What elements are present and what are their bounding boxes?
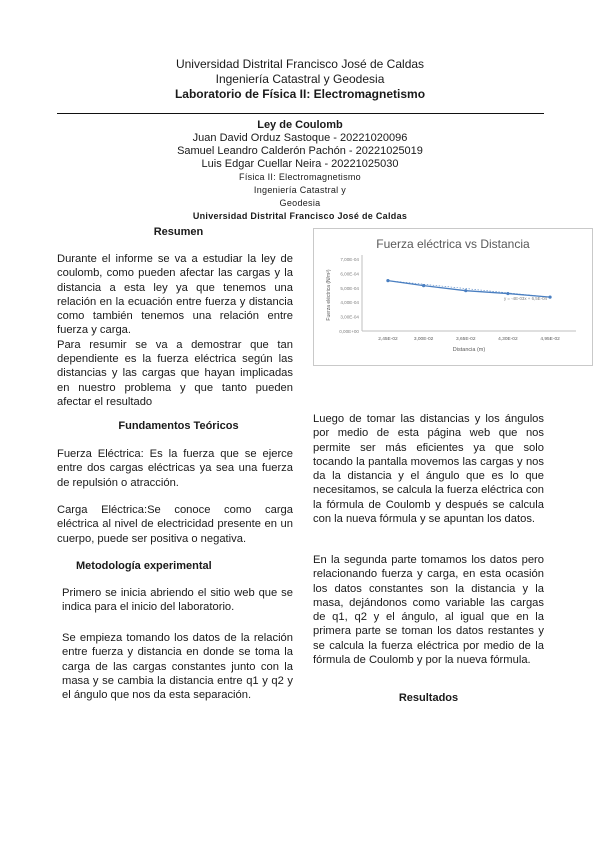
y-tick-label: 0,00E+00 xyxy=(339,329,359,334)
data-point xyxy=(506,292,509,295)
meta-university: Universidad Distrital Francisco José de Caldas xyxy=(192,211,408,221)
author-2: Samuel Leandro Calderón Pachón - 20221025019 xyxy=(177,145,423,157)
metodologia-paragraph-2: Se empieza tomando los datos de la relación entre fuerza y distancia en donde se toma la carga de las cargas constantes junto con la masa y se cambia la distancia entre q1 y q2 y el ángulo que nos da esta separación. xyxy=(62,632,293,702)
y-tick-label: 4,00E-04 xyxy=(340,300,359,306)
data-point xyxy=(386,279,389,282)
header-program: Ingeniería Catastral y Geodesia xyxy=(215,72,385,86)
program-line-1: Ingeniería Catastral y xyxy=(253,185,347,195)
resumen-paragraph-2: Para resumir se va a demostrar que tan dependiente es la fuerza eléctrica según las distancias y las cargas que hayan implicadas en nuestro problema y que tanto pueden afectar el resultado xyxy=(57,338,293,408)
right-paragraph-2: En la segunda parte tomamos los datos pero relacionando fuerza y carga, en esta ocasión los datos constantes son la distancia y la masa, dejándonos como variable las cargas de q1, q2 y el ángulo, al igual que en la primera parte se toman los datos restantes y se calcula la fuerza eléctrica por medio de la fórmula de Coulomb y por la nueva fórmula. xyxy=(313,554,544,667)
x-tick-label: 4,30E-02 xyxy=(498,337,518,342)
x-tick-label: 4,95E-02 xyxy=(540,337,560,342)
x-tick-label: 3,65E-02 xyxy=(456,337,476,342)
x-axis-label: Distancia (m) xyxy=(452,347,486,353)
resultados-title: Resultados xyxy=(398,692,459,704)
header-lab: Laboratorio de Física II: Electromagnetismo xyxy=(174,87,426,101)
metodologia-paragraph-1: Primero se inicia abriendo el sitio web que se indica para el inicio del laboratorio. xyxy=(62,587,293,614)
y-tick-label: 7,00E-04 xyxy=(340,257,359,262)
resumen-body xyxy=(57,252,293,409)
author-1: Juan David Orduz Sastoque - 20221020096 xyxy=(192,132,408,144)
y-tick-label: 5,00E-04 xyxy=(340,285,359,291)
paper-meta xyxy=(0,119,600,223)
resumen-title: Resumen xyxy=(153,226,204,238)
chart-svg xyxy=(314,229,592,365)
y-tick-label: 6,00E-04 xyxy=(340,271,359,277)
metodologia-title: Metodología experimental xyxy=(76,560,212,572)
x-tick-label: 3,00E-02 xyxy=(413,337,434,342)
y-axis-label: Fuerza eléctrica (N/m²) xyxy=(326,269,332,321)
program-line-2: Geodesia xyxy=(279,198,321,208)
force-distance-chart xyxy=(313,228,593,366)
data-point xyxy=(464,289,467,292)
right-paragraph-1: Luego de tomar las distancias y los ángulos por medio de esta página web que nos permite ser más eficientes ya que solo tocando la pantalla movemos las cargas y nos da la distancia y el ángulo que es lo que necesitamos, se calcula la fuerza eléctrica con la fórmula de Coulomb y después se calcula con la nueva fórmula y se apuntan los datos. xyxy=(313,413,544,526)
x-tick-label: 2,45E-02 xyxy=(378,337,398,342)
fundamentos-paragraph-1: Fuerza Eléctrica: Es la fuerza que se ejerce entre dos cargas eléctricas ya sea una fuerza de repulsión o atracción. xyxy=(57,448,293,489)
chart-title: Fuerza eléctrica vs Distancia xyxy=(376,237,530,251)
header-university: Universidad Distrital Francisco José de Caldas xyxy=(175,57,425,71)
data-point xyxy=(548,296,551,299)
trendline-equation: y = -4E-03x + 6,5E-04 xyxy=(504,296,547,301)
fundamentos-title: Fundamentos Teóricos xyxy=(118,420,239,432)
trendline xyxy=(388,281,550,298)
course-name: Física II: Electromagnetismo xyxy=(239,172,361,182)
data-point xyxy=(422,284,425,287)
paper-title: Ley de Coulomb xyxy=(257,119,343,131)
author-3: Luis Edgar Cuellar Neira - 20221025030 xyxy=(201,158,399,170)
header-divider xyxy=(57,113,544,114)
fundamentos-paragraph-2: Carga Eléctrica:Se conoce como carga eléctrica al nivel de electricidad presente en un cuerpo, puede ser positiva o negativa. xyxy=(57,504,293,545)
y-tick-label: 3,00E-04 xyxy=(340,314,359,320)
resumen-paragraph-1: Durante el informe se va a estudiar la ley de coulomb, como pueden afectar las cargas y la distancia a esta ley ya que tenemos una relación en la ecuación entre fuerza y distancia como también tenemos una relación entre fuerza y carga. xyxy=(57,253,293,337)
